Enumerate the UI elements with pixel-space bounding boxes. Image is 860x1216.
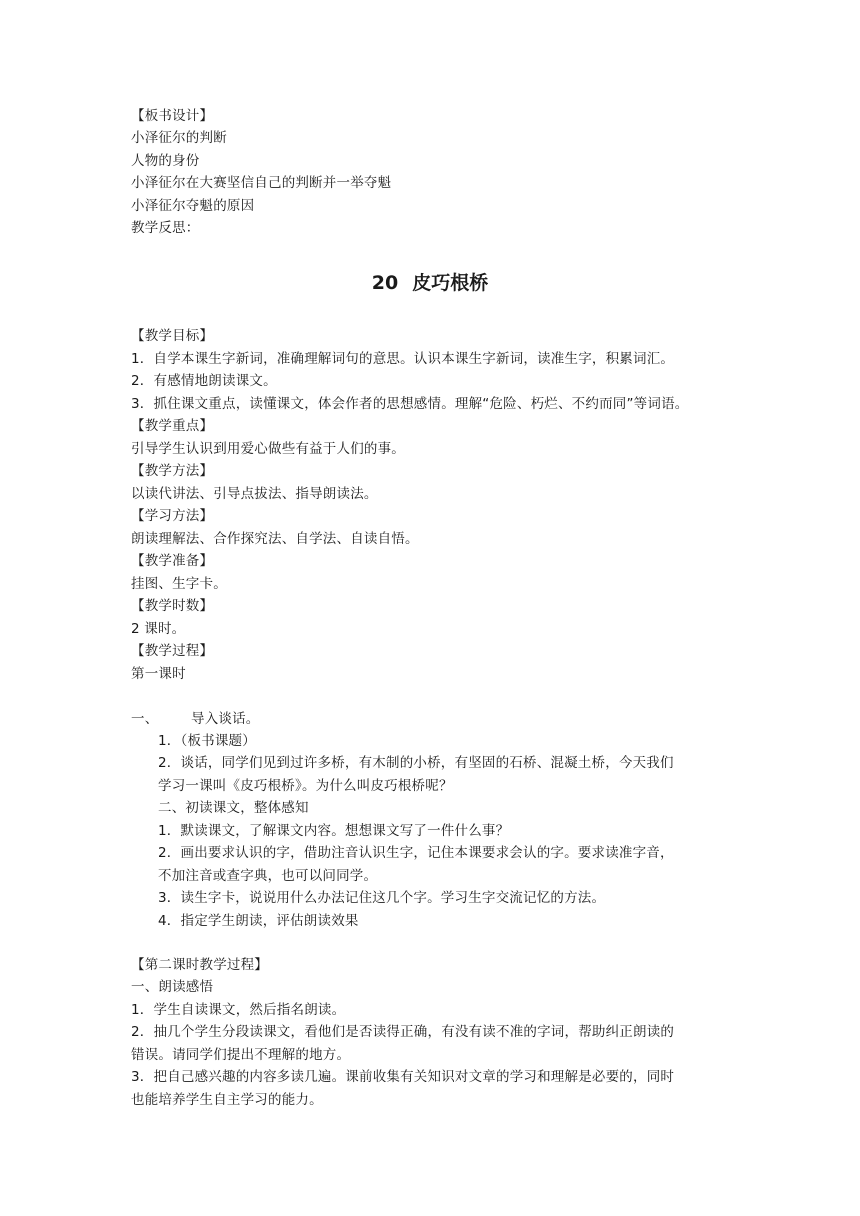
section2-item: 2．画出要求认识的字，借助注音认识生字，记住本课要求会认的字。要求读准字音，: [158, 845, 674, 861]
second-lesson-section-title: 一、朗读感悟: [131, 979, 214, 995]
objective-item: 1．自学本课生字新词，准确理解词句的意思。认识本课生字新词，读准生字，积累词汇。: [131, 351, 675, 367]
section1-marker: 一、: [131, 711, 159, 727]
second-lesson-item: 3．把自己感兴趣的内容多读几遍。课前收集有关知识对文章的学习和理解是必要的，同时: [131, 1069, 675, 1085]
learning-methods-heading: 【学习方法】: [131, 508, 214, 524]
section2-item: 不加注音或查字典，也可以问同学。: [158, 868, 378, 884]
second-lesson-item: 也能培养学生自主学习的能力。: [131, 1092, 323, 1108]
lesson-number: 20: [371, 272, 399, 294]
section2-item: 4．指定学生朗读，评估朗读效果: [158, 913, 359, 929]
section2-item: 1．默读课文，了解课文内容。想想课文写了一件什么事？: [158, 823, 510, 839]
key-points-text: 引导学生认识到用爱心做些有益于人们的事。: [131, 441, 405, 457]
second-lesson-heading: 【第二课时教学过程】: [131, 957, 268, 973]
teaching-methods-heading: 【教学方法】: [131, 463, 214, 479]
board-design-line: 小泽征尔在大赛坚信自己的判断并一举夺魁: [131, 175, 392, 191]
objective-item: 3．抓住课文重点，读懂课文，体会作者的思想感情。理解“危险、朽烂、不约而同”等词语。: [131, 396, 689, 412]
board-design-line: 小泽征尔夺魁的原因: [131, 198, 255, 214]
teaching-methods-text: 以读代讲法、引导点拔法、指导朗读法。: [131, 486, 378, 502]
section1-title: 导入谈话。: [191, 711, 260, 727]
section1-item: 学习一课叫《皮巧根桥》。为什么叫皮巧根桥呢？: [158, 778, 453, 794]
first-lesson-label: 第一课时: [131, 666, 186, 682]
key-points-heading: 【教学重点】: [131, 418, 214, 434]
learning-methods-text: 朗读理解法、合作探究法、自学法、自读自悟。: [131, 531, 419, 547]
second-lesson-item: 错误。请同学们提出不理解的地方。: [131, 1047, 351, 1063]
second-lesson-item: 2．抽几个学生分段读课文，看他们是否读得正确，有没有读不准的字词，帮助纠正朗读的: [131, 1024, 675, 1040]
objectives-heading: 【教学目标】: [131, 328, 214, 344]
preparation-heading: 【教学准备】: [131, 553, 214, 569]
preparation-text: 挂图、生字卡。: [131, 576, 227, 592]
section1-item: 2．谈话，同学们见到过许多桥，有木制的小桥，有坚固的石桥、混凝土桥，今天我们: [158, 755, 674, 771]
process-heading: 【教学过程】: [131, 643, 214, 659]
teaching-reflection-label: 教学反思：: [131, 220, 200, 236]
section2-item: 3．读生字卡，说说用什么办法记住这几个字。学习生字交流记忆的方法。: [158, 890, 606, 906]
board-design-line: 小泽征尔的判断: [131, 130, 227, 146]
objective-item: 2．有感情地朗读课文。: [131, 373, 277, 389]
lesson-name: 皮巧根桥: [412, 272, 489, 294]
board-design-heading: 【板书设计】: [131, 108, 214, 124]
lesson-title: [0, 268, 860, 298]
hours-text: 2 课时。: [131, 621, 186, 637]
second-lesson-item: 1．学生自读课文，然后指名朗读。: [131, 1002, 346, 1018]
section1-item: 1．（板书课题）: [158, 733, 256, 749]
hours-heading: 【教学时数】: [131, 598, 214, 614]
section2-title: 二、初读课文，整体感知: [158, 800, 309, 816]
board-design-line: 人物的身份: [131, 153, 200, 169]
